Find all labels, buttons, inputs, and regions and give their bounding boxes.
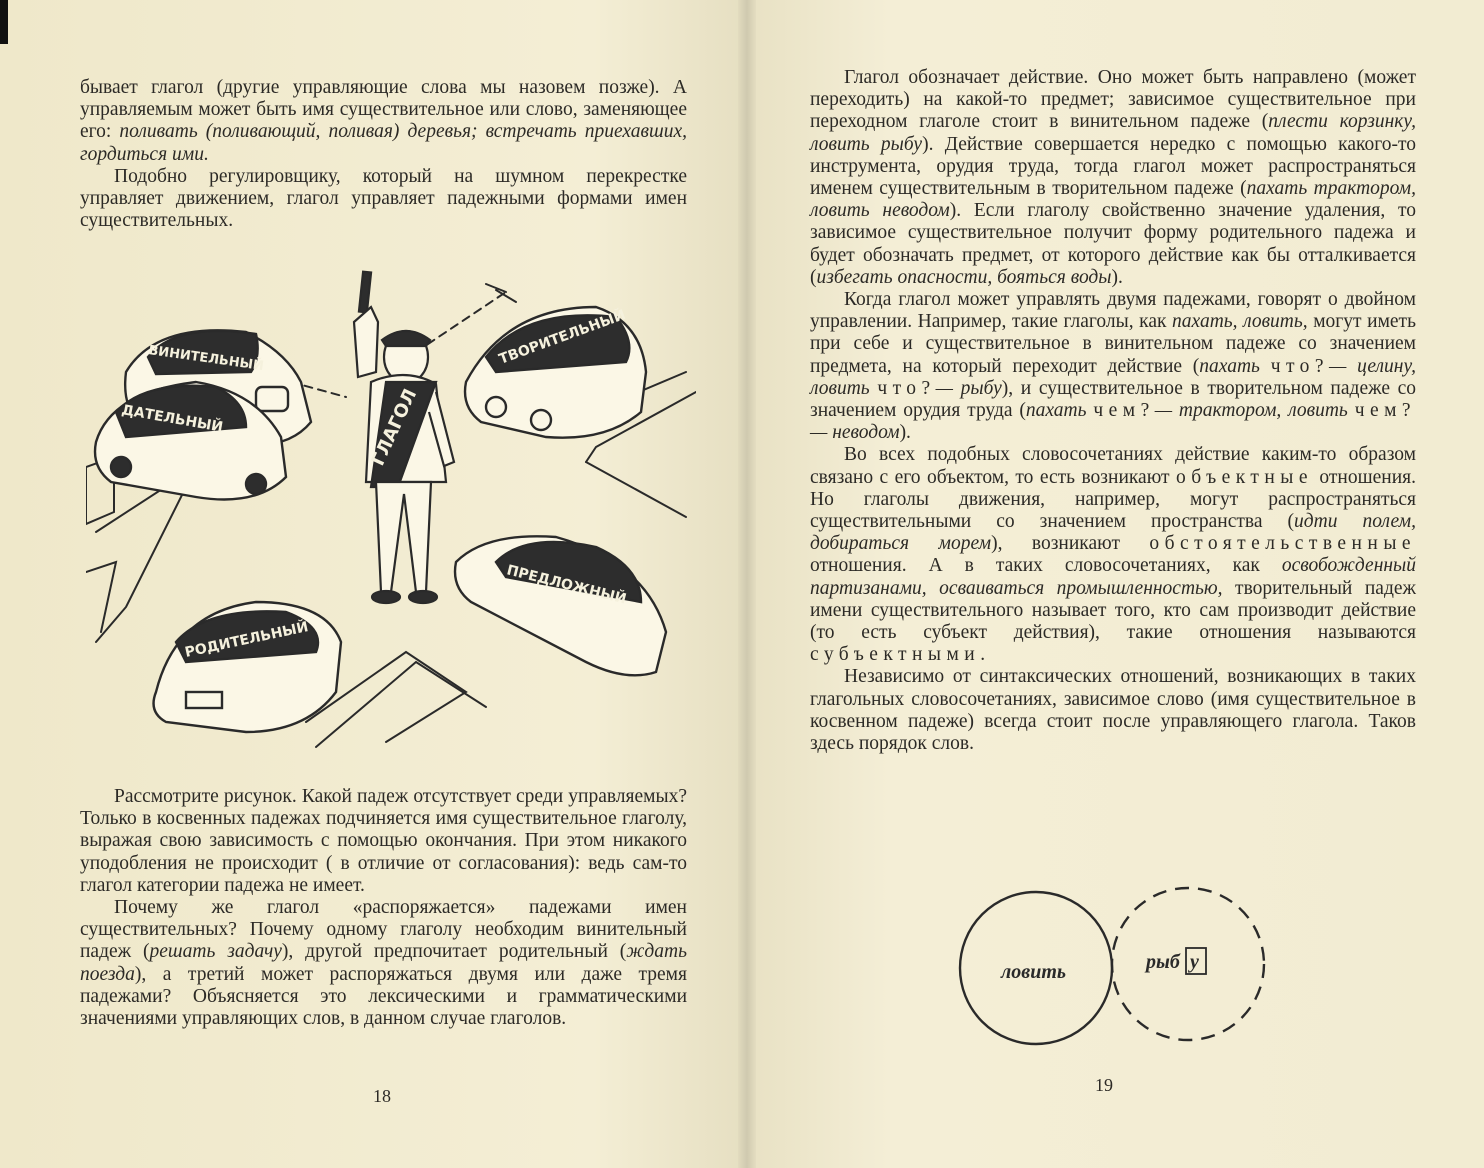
question-word: чем? [1354, 400, 1416, 422]
car-label: РОДИТЕЛЬНЫЙ [183, 619, 310, 661]
text-example: пахать трактором, ловить неводом [810, 178, 1416, 222]
car-label: ТВОРИТЕЛЬНЫЙ [496, 307, 628, 368]
road-line [586, 462, 686, 517]
traffic-illustration [86, 262, 696, 752]
text-run: Почему же глагол «распоряжается» падежами имен существительных? Почему одному глаголу необходим винительный падеж ( [80, 897, 687, 963]
text-run: ). [899, 422, 911, 444]
left-text-bottom [80, 786, 687, 1030]
text-run: Когда глагол может управлять двумя падежами, говорят о двойном управлении. Например, такие глаголы, как [810, 289, 1416, 333]
text-run: Глагол обозначает действие. Оно может быть направлено (может переходить) на какой-то предмет; зависимое существительное при переходном глаголе стоит в винительном падеже ( [810, 67, 1416, 133]
book-gutter [738, 0, 756, 1168]
left-paragraph-4 [80, 897, 687, 1030]
text-run: Во всех подобных словосочетаниях действие каким-то образом связано с его объектом, то есть возникают [810, 444, 1416, 488]
right-paragraph-4: Независимо от синтаксических отношений, возникающих в таких глагольных словосочетаниях, зависимое слово (имя существительное в косвенном падеже) всегда стоит после управляющего глагола. Таков здесь порядок слов. [810, 666, 1416, 755]
car-label: ВИНИТЕЛЬНЫЙ [147, 343, 265, 375]
right-paragraph-1 [810, 67, 1416, 289]
left-paragraph-3: Рассмотрите рисунок. Какой падеж отсутствует среди управляемых? Только в косвенных падежах подчиняется имя существительное глаголу, выражая свою зависимость с помощью окончания. При этом никакого уподобления не происходит ( в отличие от согласования): ведь сам-то глагол категории падежа не имеет. [80, 786, 687, 896]
text-run: ), другой предпочитает родительный ( [281, 941, 627, 963]
spaced-term: обстоятельственные [1149, 533, 1416, 555]
text-example: пахать, ловить, [1172, 311, 1308, 333]
left-paragraph-1 [80, 77, 687, 166]
car-label: ДАТЕЛЬНЫЙ [120, 402, 225, 436]
text-example: — целину, ловить [810, 355, 1417, 399]
noun-stem: рыб [1146, 951, 1180, 973]
left-paragraph-2: Подобно регулировщику, который на шумном перекрестке управляет движением, глагол управляет падежными формами имен существительных. [80, 165, 687, 232]
road-line [316, 662, 486, 747]
text-run: ). [1111, 266, 1123, 288]
question-word: чем? [1093, 400, 1155, 422]
text-run: ), возникают [991, 533, 1150, 555]
text-example: — трактором, ловить [1154, 400, 1348, 422]
spaced-term: субъектными [810, 644, 981, 666]
car-predlozhny [455, 536, 666, 675]
sash-label: ГЛАГОЛ [367, 385, 422, 470]
road-line [486, 284, 516, 302]
road-line [86, 562, 116, 632]
text-run: могут иметь при себе и существительное в винительном падеже со значением предмета, на который переходит действие ( [810, 311, 1416, 377]
car-roditelny [154, 602, 341, 732]
car-tvoritelny [465, 306, 646, 438]
text-run: ), а третий может распоряжаться двумя или даже тремя падежами? Объясняется это лексическими и грамматическими значениями управляющих слов, в данном случае глаголов. [80, 963, 687, 1030]
noun-ending: у [1190, 951, 1199, 973]
verb-word: ловить [1001, 961, 1067, 983]
page-number: 18 [373, 1086, 391, 1106]
text-example: избегать опасности, бояться воды [816, 266, 1112, 288]
text-example: — рыбу [935, 377, 1002, 399]
text-example: пахать [1199, 355, 1260, 377]
text-run: ). Действие совершается нередко с помощью какого-то инструмента, орудия труда, тогда глагол может распространяться именем существительным в творительном падеже ( [810, 133, 1417, 200]
page-number: 19 [1095, 1075, 1113, 1095]
text-example: освобожденный партизанами, осваиваться промышленностью, [810, 555, 1416, 599]
right-text [810, 67, 1416, 755]
question-word: что? [1270, 355, 1330, 377]
car-label: ПРЕДЛОЖНЫЙ [505, 562, 628, 608]
text-run: ). Если глаголу свойственно значение удаления, то зависимое существительное получит форму родительного падежа и будет обозначать предмет, от которого действие как бы отталкивается ( [810, 200, 1416, 288]
text-run: отношения. А в таких словосочетаниях, как [810, 555, 1282, 577]
text-run: . [980, 644, 986, 666]
text-example: — неводом [810, 422, 900, 444]
text-run: творительный падеж имени существительного называет того, кто сам производит действие (то есть субъект действия), такие отношения называются [810, 577, 1416, 644]
text-example: плести корзинку, ловить рыбу [810, 111, 1416, 155]
right-paragraph-2 [810, 289, 1416, 444]
noun-circle [1112, 888, 1264, 1040]
text-example: идти полем, добираться морем [810, 511, 1416, 555]
spaced-term: объектные [1175, 466, 1313, 488]
road-dashes [416, 292, 506, 352]
text-example: ждать поезда [80, 941, 687, 985]
question-word: что? [877, 377, 936, 399]
traffic-policeman [354, 272, 454, 603]
left-text-top [80, 77, 687, 232]
left-p1-text: бывает глагол (другие управляющие слова мы назовем позже). А управляемым может быть имя существительное или слово, заменяющее его: [80, 77, 687, 143]
left-page [0, 0, 740, 1168]
right-paragraph-3 [810, 444, 1416, 666]
text-example: решать задачу [149, 941, 282, 963]
text-example: пахать [1025, 400, 1087, 422]
government-diagram [956, 878, 1276, 1048]
left-p1-examples: поливать (поливающий, поливая) деревья; встречать приехавших, гордиться ими. [80, 121, 687, 165]
text-run: отношения. Но глаголы движения, например, могут распространяться существительными со значением пространства ( [810, 466, 1416, 533]
text-run: ), и существительное в творительном падеже со значением орудия труда ( [810, 377, 1417, 422]
